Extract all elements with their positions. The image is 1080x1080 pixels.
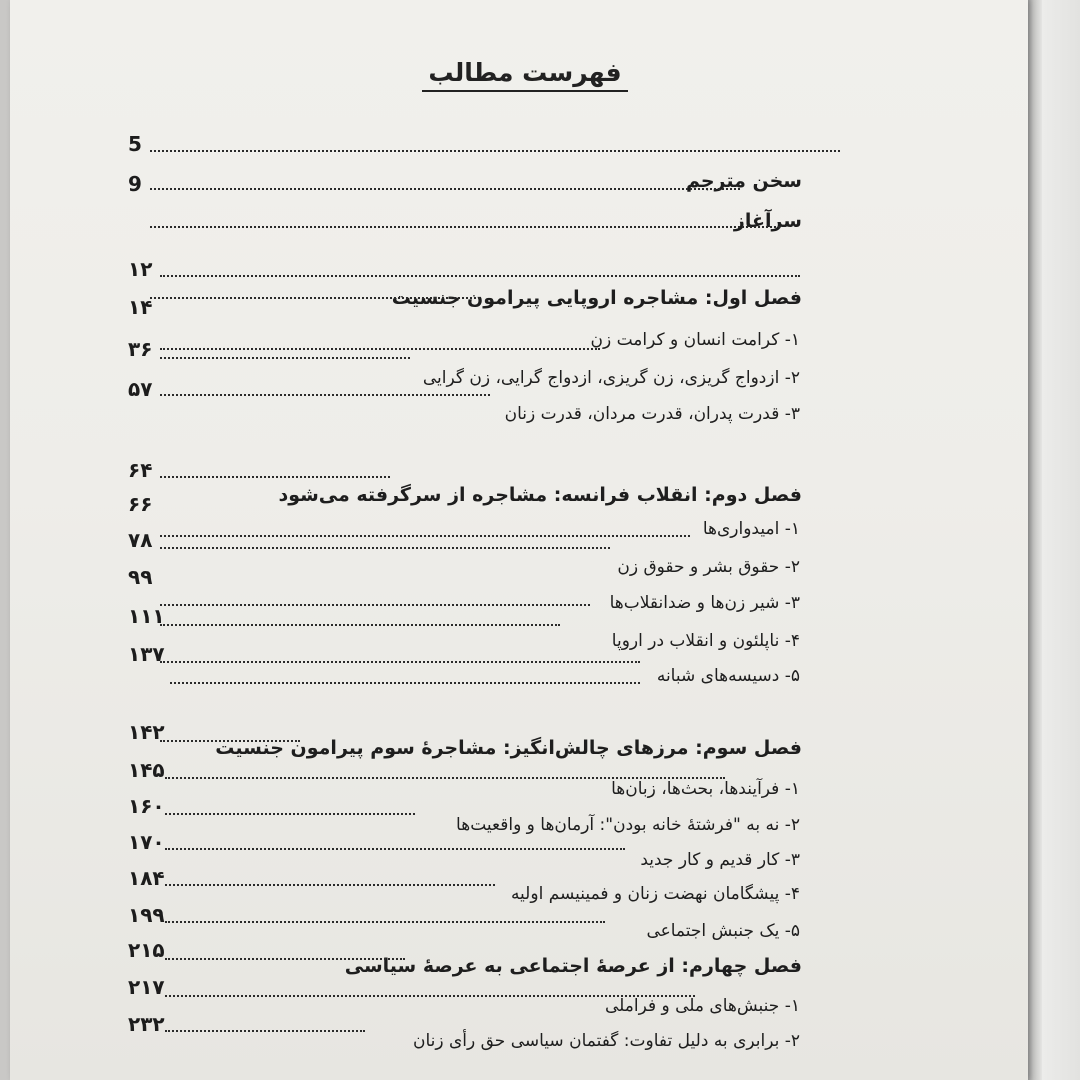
leader-dots <box>150 188 740 190</box>
leader-dots <box>160 275 800 277</box>
toc-entry-text: ۵- یک جنبش اجتماعی <box>646 921 800 941</box>
page-number: 9 <box>128 172 142 196</box>
leader-dots <box>165 848 625 850</box>
leader-dots <box>165 921 605 923</box>
page-number: ۱۲ <box>128 257 153 281</box>
chapter-heading: فصل اول: مشاجره اروپایی پیرامون جنسیت <box>391 287 802 309</box>
toc-entry-text: ۲- ازدواج گریزی، زن گریزی، ازدواج گرایی، زن گرایی <box>422 368 800 388</box>
toc-entry-text: ۵- دسیسه‌های شبانه <box>656 666 800 686</box>
toc-title: فهرست مطالب <box>350 58 700 92</box>
page-number: ۱۱۱ <box>128 604 165 628</box>
leader-dots <box>150 226 780 228</box>
toc-entry-text: ۳- قدرت پدران، قدرت مردان، قدرت زنان <box>504 404 800 424</box>
page-number: ۱۸۴ <box>128 866 165 890</box>
page-number: ۱۳۷ <box>128 642 165 666</box>
leader-dots <box>160 604 590 606</box>
page-number: 5 <box>128 132 142 156</box>
page-number: ۱۹۹ <box>128 903 165 927</box>
page-number: ۳۶ <box>128 337 153 361</box>
chapter-heading: فصل سوم: مرزهای چالش‌انگیز: مشاجرۀ سوم پیرامون جنسیت <box>215 737 802 759</box>
book-page <box>10 0 1028 1080</box>
page-number: ۱۴ <box>128 295 153 319</box>
leader-dots <box>165 958 405 960</box>
leader-dots <box>150 297 480 299</box>
page-number: ۲۱۷ <box>128 975 165 999</box>
toc-entry-text: ۴- پیشگامان نهضت زنان و فمینیسم اولیه <box>510 884 800 904</box>
leader-dots <box>165 813 415 815</box>
toc-entry-text: ۳- کار قدیم و کار جدید <box>640 850 800 870</box>
leader-dots <box>165 777 725 779</box>
leader-dots <box>160 394 490 396</box>
leader-dots <box>150 150 840 152</box>
toc-entry-text: ۲- حقوق بشر و حقوق زن <box>617 557 800 577</box>
page-number: ۶۶ <box>128 492 153 516</box>
leader-dots <box>165 884 495 886</box>
page-number: ۱۷۰ <box>128 830 165 854</box>
page-number: ۵۷ <box>128 377 153 401</box>
toc-entry-text: ۴- ناپلئون و انقلاب در اروپا <box>611 631 800 651</box>
page-number: ۲۱۵ <box>128 938 165 962</box>
page-number: ۱۴۲ <box>128 720 165 744</box>
toc-entry-text: سرآغاز <box>733 210 802 232</box>
leader-dots <box>160 661 640 663</box>
chapter-heading: فصل دوم: انقلاب فرانسه: مشاجره از سرگرفته می‌شود <box>278 484 802 506</box>
toc-entry-text: ۲- برابری به دلیل تفاوت: گفتمان سیاسی حق رأی زنان <box>412 1031 800 1051</box>
toc-entry-text: ۱- کرامت انسان و کرامت زن <box>590 330 800 350</box>
toc-entry-text: ۱- فرآیندها، بحث‌ها، زبان‌ها <box>611 779 800 799</box>
leader-dots <box>160 535 690 537</box>
toc-entry-text: ۳- شیر زن‌ها و ضدانقلاب‌ها <box>609 593 800 613</box>
toc-entry-text: ۱- امیدواری‌ها <box>702 519 800 539</box>
leader-dots <box>170 682 640 684</box>
page-number: ۱۶۰ <box>128 794 165 818</box>
page-number: ۱۴۵ <box>128 758 165 782</box>
page-number: ۶۴ <box>128 458 153 482</box>
chapter-heading: فصل چهارم: از عرصۀ اجتماعی به عرصۀ سیاسی <box>344 955 802 977</box>
leader-dots <box>160 476 390 478</box>
leader-dots <box>165 995 695 997</box>
toc-entry-text: ۲- نه به "فرشتۀ خانه بودن": آرمان‌ها و واقعیت‌ها <box>456 815 800 835</box>
page-number: ۲۳۲ <box>128 1012 165 1036</box>
leader-dots <box>160 624 560 626</box>
page-edge <box>1028 0 1042 1080</box>
leader-dots <box>160 348 600 350</box>
background-surface <box>1042 0 1080 1080</box>
toc-entry-text: ۱- جنبش‌های ملی و فراملی <box>604 996 800 1016</box>
toc-entry-text: سخن مترجم <box>685 170 802 192</box>
leader-dots <box>165 1030 365 1032</box>
page-number: ۹۹ <box>128 565 153 589</box>
page-number: ۷۸ <box>128 528 153 552</box>
leader-dots <box>160 547 610 549</box>
leader-dots <box>160 357 410 359</box>
